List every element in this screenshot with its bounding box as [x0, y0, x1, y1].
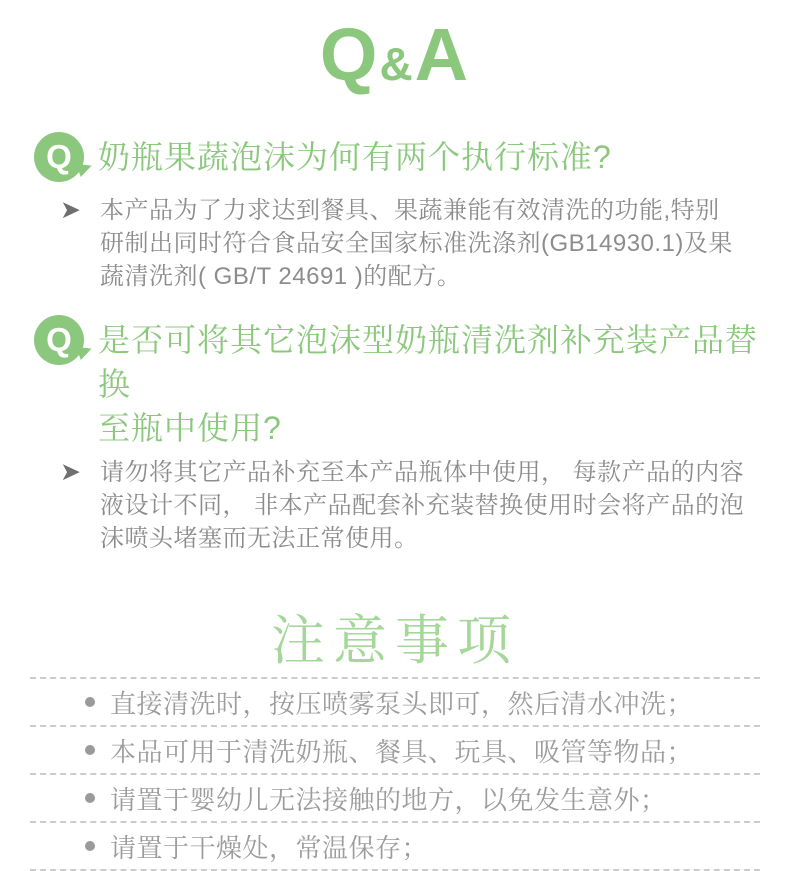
notice-list-item: [30, 823, 760, 871]
answer-line: 蔬清洗剂( GB/T 24691 )的配方。: [100, 263, 462, 290]
notice-list-item: [30, 679, 760, 727]
bullet-dot-icon: [85, 697, 95, 707]
notice-item-text: 直接清洗时，按压喷雾泵头即可，然后清水冲洗；: [110, 688, 694, 719]
bubble-tail: [76, 159, 94, 177]
question-text: [98, 132, 612, 179]
answer-line: 研制出同时符合食品安全国家标准洗涤剂(GB14930.1)及果: [100, 230, 733, 257]
question-line: 是否可将其它泡沫型奶瓶清洗剂补充装产品替换: [98, 322, 759, 402]
answer-line: 请勿将其它产品补充至本产品瓶体中使用， 每款产品的内容: [100, 459, 745, 486]
bubble-tail: [76, 342, 94, 360]
answer-arrow-icon: ➤: [60, 196, 81, 224]
notice-section-title: 注意事项: [271, 611, 519, 671]
notice-list-item: [30, 727, 760, 775]
question-bubble-icon: [34, 132, 84, 182]
page-title: [0, 0, 790, 108]
bullet-dot-icon: [85, 793, 95, 803]
answer-text: [100, 456, 744, 555]
question-line: 至瓶中使用?: [98, 410, 282, 446]
notice-item-text: 请置于干燥处，常温保存；: [110, 832, 429, 863]
answer-line: 沫喷头堵塞而无法正常使用。: [100, 525, 419, 552]
title-letter-q: Q: [319, 13, 380, 96]
answer-row: [34, 194, 762, 293]
answer-arrow-icon: ➤: [60, 458, 81, 486]
question-line: 奶瓶果蔬泡沫为何有两个执行标准?: [98, 139, 612, 175]
question-row: [34, 315, 762, 450]
question-text: [98, 315, 762, 450]
title-ampersand: &: [379, 38, 415, 90]
question-bubble-icon: [34, 315, 84, 365]
notice-item-text: 本品可用于清洗奶瓶、餐具、玩具、吸管等物品；: [110, 736, 694, 767]
answer-row: [34, 456, 762, 555]
bullet-dot-icon: [85, 745, 95, 755]
answer-text: [100, 194, 733, 293]
bullet-dot-icon: [85, 841, 95, 851]
notice-item-text: 请置于婴幼儿无法接触的地方，以免发生意外；: [110, 784, 667, 815]
answer-line: 本产品为了力求达到餐具、果蔬兼能有效清洗的功能,特别: [100, 197, 720, 224]
qa-item: [34, 132, 762, 293]
question-row: [34, 132, 762, 182]
notice-list: [30, 677, 760, 871]
notice-list-item: [30, 775, 760, 823]
title-letter-a: A: [414, 13, 471, 96]
qa-item: [34, 315, 762, 555]
question-bubble-letter: Q: [46, 138, 72, 175]
answer-line: 液设计不同， 非本产品配套补充装替换使用时会将产品的泡: [100, 492, 745, 519]
question-bubble-letter: Q: [46, 321, 72, 358]
